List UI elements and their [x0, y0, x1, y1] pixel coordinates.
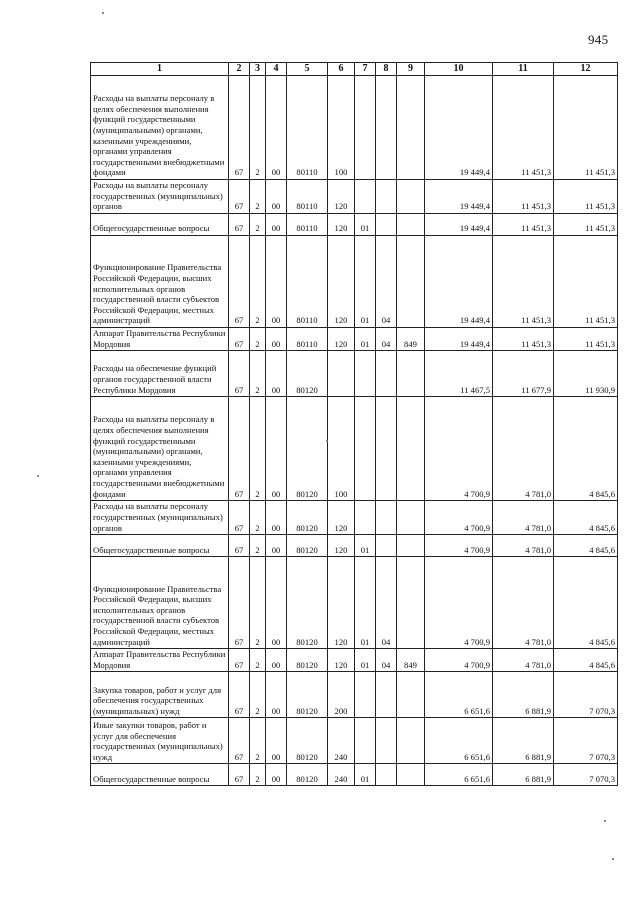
code-cell-3: 2 — [250, 501, 266, 535]
code-cell-2: 67 — [229, 180, 250, 214]
expense-name-cell: Аппарат Правительства Республики Мордовия — [91, 649, 229, 672]
code-cell-7 — [355, 672, 376, 718]
code-cell-2: 67 — [229, 535, 250, 557]
table-row — [91, 557, 618, 649]
amount-cell-11: 11 451,3 — [493, 214, 554, 236]
expense-name-cell: Расходы на выплаты персоналу государственных (муниципальных) органов — [91, 501, 229, 535]
code-cell-2: 67 — [229, 718, 250, 764]
code-cell-2: 67 — [229, 557, 250, 649]
amount-cell-11: 4 781,0 — [493, 649, 554, 672]
expense-name-cell: Расходы на выплаты персоналу в целях обеспечения выполнения функций государственными (муниципальными) органами, казенными учреждениями, органами управления государственными внебюджетными фондами — [91, 76, 229, 180]
column-header-6: 6 — [328, 63, 355, 76]
scan-speck — [326, 440, 328, 442]
code-cell-3: 2 — [250, 236, 266, 328]
code-cell-8 — [376, 718, 397, 764]
amount-cell-10: 19 449,4 — [425, 76, 493, 180]
column-header-7: 7 — [355, 63, 376, 76]
code-cell-3: 2 — [250, 764, 266, 786]
code-cell-8: 04 — [376, 649, 397, 672]
code-cell-9: 849 — [397, 328, 425, 351]
expense-name-cell: Общегосударственные вопросы — [91, 535, 229, 557]
code-cell-7: 01 — [355, 557, 376, 649]
column-header-9: 9 — [397, 63, 425, 76]
code-cell-3: 2 — [250, 535, 266, 557]
code-cell-5: 80120 — [287, 672, 328, 718]
code-cell-5: 80110 — [287, 214, 328, 236]
code-cell-7: 01 — [355, 328, 376, 351]
amount-cell-11: 11 451,3 — [493, 328, 554, 351]
code-cell-7: 01 — [355, 236, 376, 328]
amount-cell-12: 7 070,3 — [554, 764, 618, 786]
scan-speck — [604, 820, 606, 822]
code-cell-8 — [376, 76, 397, 180]
column-header-10: 10 — [425, 63, 493, 76]
table-row — [91, 328, 618, 351]
code-cell-4: 00 — [266, 236, 287, 328]
amount-cell-10: 19 449,4 — [425, 214, 493, 236]
column-header-3: 3 — [250, 63, 266, 76]
code-cell-9 — [397, 180, 425, 214]
code-cell-6: 100 — [328, 397, 355, 501]
budget-table — [90, 62, 618, 786]
amount-cell-12: 11 451,3 — [554, 328, 618, 351]
code-cell-6: 120 — [328, 535, 355, 557]
code-cell-7 — [355, 397, 376, 501]
amount-cell-10: 6 651,6 — [425, 718, 493, 764]
code-cell-5: 80120 — [287, 649, 328, 672]
table-row — [91, 672, 618, 718]
code-cell-7 — [355, 180, 376, 214]
table-row — [91, 76, 618, 180]
code-cell-5: 80120 — [287, 764, 328, 786]
code-cell-2: 67 — [229, 351, 250, 397]
code-cell-5: 80120 — [287, 351, 328, 397]
code-cell-6: 120 — [328, 214, 355, 236]
column-header-8: 8 — [376, 63, 397, 76]
code-cell-6 — [328, 351, 355, 397]
code-cell-4: 00 — [266, 557, 287, 649]
amount-cell-11: 4 781,0 — [493, 397, 554, 501]
amount-cell-12: 11 451,3 — [554, 76, 618, 180]
amount-cell-12: 4 845,6 — [554, 557, 618, 649]
amount-cell-10: 19 449,4 — [425, 328, 493, 351]
code-cell-7 — [355, 76, 376, 180]
code-cell-6: 100 — [328, 76, 355, 180]
amount-cell-11: 6 881,9 — [493, 672, 554, 718]
code-cell-8 — [376, 351, 397, 397]
code-cell-5: 80120 — [287, 397, 328, 501]
code-cell-9 — [397, 764, 425, 786]
code-cell-2: 67 — [229, 236, 250, 328]
amount-cell-11: 4 781,0 — [493, 501, 554, 535]
table-body — [91, 76, 618, 786]
scan-speck — [612, 858, 614, 860]
amount-cell-10: 4 700,9 — [425, 557, 493, 649]
column-header-11: 11 — [493, 63, 554, 76]
amount-cell-11: 6 881,9 — [493, 764, 554, 786]
table-row — [91, 236, 618, 328]
code-cell-2: 67 — [229, 649, 250, 672]
amount-cell-12: 4 845,6 — [554, 535, 618, 557]
code-cell-8 — [376, 397, 397, 501]
table-row — [91, 649, 618, 672]
column-header-1: 1 — [91, 63, 229, 76]
code-cell-4: 00 — [266, 501, 287, 535]
amount-cell-12: 7 070,3 — [554, 672, 618, 718]
code-cell-4: 00 — [266, 649, 287, 672]
code-cell-3: 2 — [250, 397, 266, 501]
code-cell-6: 120 — [328, 328, 355, 351]
code-cell-9 — [397, 672, 425, 718]
amount-cell-12: 11 451,3 — [554, 236, 618, 328]
column-header-4: 4 — [266, 63, 287, 76]
amount-cell-12: 11 451,3 — [554, 214, 618, 236]
code-cell-7: 01 — [355, 214, 376, 236]
code-cell-5: 80110 — [287, 76, 328, 180]
expense-name-cell: Функционирование Правительства Российской Федерации, высших исполнительных органов государственной власти субъектов Российской Федерации, местных администраций — [91, 557, 229, 649]
code-cell-8 — [376, 501, 397, 535]
amount-cell-10: 4 700,9 — [425, 397, 493, 501]
amount-cell-10: 19 449,4 — [425, 236, 493, 328]
column-header-5: 5 — [287, 63, 328, 76]
code-cell-3: 2 — [250, 76, 266, 180]
code-cell-8 — [376, 214, 397, 236]
amount-cell-11: 11 451,3 — [493, 180, 554, 214]
code-cell-2: 67 — [229, 672, 250, 718]
table-row — [91, 214, 618, 236]
expense-name-cell: Функционирование Правительства Российской Федерации, высших исполнительных органов государственной власти субъектов Российской Федерации, местных администраций — [91, 236, 229, 328]
table-header-row — [91, 63, 618, 76]
code-cell-8 — [376, 672, 397, 718]
code-cell-6: 240 — [328, 718, 355, 764]
amount-cell-10: 19 449,4 — [425, 180, 493, 214]
amount-cell-12: 11 930,9 — [554, 351, 618, 397]
amount-cell-12: 4 845,6 — [554, 397, 618, 501]
code-cell-9 — [397, 501, 425, 535]
code-cell-8: 04 — [376, 236, 397, 328]
scan-speck — [102, 12, 104, 14]
table-row — [91, 397, 618, 501]
page-number: 945 — [588, 32, 609, 47]
expense-name-cell: Общегосударственные вопросы — [91, 214, 229, 236]
code-cell-8: 04 — [376, 557, 397, 649]
code-cell-6: 120 — [328, 180, 355, 214]
code-cell-2: 67 — [229, 501, 250, 535]
code-cell-9 — [397, 557, 425, 649]
amount-cell-11: 11 677,9 — [493, 351, 554, 397]
code-cell-2: 67 — [229, 76, 250, 180]
expense-name-cell: Общегосударственные вопросы — [91, 764, 229, 786]
code-cell-9 — [397, 535, 425, 557]
code-cell-7 — [355, 718, 376, 764]
amount-cell-11: 6 881,9 — [493, 718, 554, 764]
code-cell-3: 2 — [250, 649, 266, 672]
code-cell-5: 80110 — [287, 328, 328, 351]
code-cell-6: 240 — [328, 764, 355, 786]
code-cell-3: 2 — [250, 351, 266, 397]
amount-cell-12: 11 451,3 — [554, 180, 618, 214]
code-cell-4: 00 — [266, 328, 287, 351]
code-cell-2: 67 — [229, 214, 250, 236]
code-cell-9 — [397, 718, 425, 764]
amount-cell-11: 11 451,3 — [493, 76, 554, 180]
amount-cell-10: 11 467,5 — [425, 351, 493, 397]
code-cell-3: 2 — [250, 180, 266, 214]
code-cell-8 — [376, 180, 397, 214]
code-cell-5: 80120 — [287, 718, 328, 764]
code-cell-6: 200 — [328, 672, 355, 718]
code-cell-2: 67 — [229, 764, 250, 786]
code-cell-9 — [397, 397, 425, 501]
table-row — [91, 718, 618, 764]
code-cell-3: 2 — [250, 214, 266, 236]
code-cell-5: 80110 — [287, 180, 328, 214]
code-cell-4: 00 — [266, 397, 287, 501]
code-cell-5: 80110 — [287, 236, 328, 328]
code-cell-5: 80120 — [287, 501, 328, 535]
code-cell-9 — [397, 236, 425, 328]
code-cell-8 — [376, 535, 397, 557]
code-cell-2: 67 — [229, 328, 250, 351]
amount-cell-12: 7 070,3 — [554, 718, 618, 764]
code-cell-7 — [355, 351, 376, 397]
amount-cell-10: 6 651,6 — [425, 764, 493, 786]
code-cell-9: 849 — [397, 649, 425, 672]
column-header-2: 2 — [229, 63, 250, 76]
code-cell-4: 00 — [266, 76, 287, 180]
code-cell-8: 04 — [376, 328, 397, 351]
expense-name-cell: Аппарат Правительства Республики Мордовия — [91, 328, 229, 351]
amount-cell-10: 6 651,6 — [425, 672, 493, 718]
column-header-12: 12 — [554, 63, 618, 76]
code-cell-5: 80120 — [287, 535, 328, 557]
code-cell-7 — [355, 501, 376, 535]
code-cell-2: 67 — [229, 397, 250, 501]
code-cell-9 — [397, 76, 425, 180]
expense-name-cell: Расходы на выплаты персоналу государственных (муниципальных) органов — [91, 180, 229, 214]
code-cell-4: 00 — [266, 180, 287, 214]
amount-cell-11: 4 781,0 — [493, 557, 554, 649]
amount-cell-12: 4 845,6 — [554, 501, 618, 535]
table-row — [91, 764, 618, 786]
code-cell-7: 01 — [355, 535, 376, 557]
table-row — [91, 180, 618, 214]
amount-cell-12: 4 845,6 — [554, 649, 618, 672]
table-row — [91, 351, 618, 397]
code-cell-3: 2 — [250, 718, 266, 764]
code-cell-4: 00 — [266, 718, 287, 764]
code-cell-4: 00 — [266, 214, 287, 236]
code-cell-7: 01 — [355, 764, 376, 786]
code-cell-9 — [397, 214, 425, 236]
code-cell-4: 00 — [266, 764, 287, 786]
code-cell-7: 01 — [355, 649, 376, 672]
expense-name-cell: Закупка товаров, работ и услуг для обеспечения государственных (муниципальных) нужд — [91, 672, 229, 718]
amount-cell-11: 11 451,3 — [493, 236, 554, 328]
expense-name-cell: Расходы на обеспечение функций органов государственной власти Республики Мордовия — [91, 351, 229, 397]
amount-cell-10: 4 700,9 — [425, 535, 493, 557]
expense-name-cell: Расходы на выплаты персоналу в целях обеспечения выполнения функций государственными (муниципальными) органами, казенными учреждениями, органами управления государственными внебюджетными фондами — [91, 397, 229, 501]
code-cell-4: 00 — [266, 535, 287, 557]
code-cell-4: 00 — [266, 351, 287, 397]
code-cell-3: 2 — [250, 557, 266, 649]
code-cell-3: 2 — [250, 672, 266, 718]
code-cell-9 — [397, 351, 425, 397]
code-cell-5: 80120 — [287, 557, 328, 649]
code-cell-3: 2 — [250, 328, 266, 351]
code-cell-6: 120 — [328, 501, 355, 535]
amount-cell-10: 4 700,9 — [425, 501, 493, 535]
code-cell-4: 00 — [266, 672, 287, 718]
scan-speck — [37, 475, 39, 477]
expense-name-cell: Иные закупки товаров, работ и услуг для обеспечения государственных (муниципальных) нужд — [91, 718, 229, 764]
table-row — [91, 501, 618, 535]
code-cell-6: 120 — [328, 557, 355, 649]
amount-cell-10: 4 700,9 — [425, 649, 493, 672]
code-cell-6: 120 — [328, 236, 355, 328]
table-row — [91, 535, 618, 557]
code-cell-6: 120 — [328, 649, 355, 672]
code-cell-8 — [376, 764, 397, 786]
amount-cell-11: 4 781,0 — [493, 535, 554, 557]
